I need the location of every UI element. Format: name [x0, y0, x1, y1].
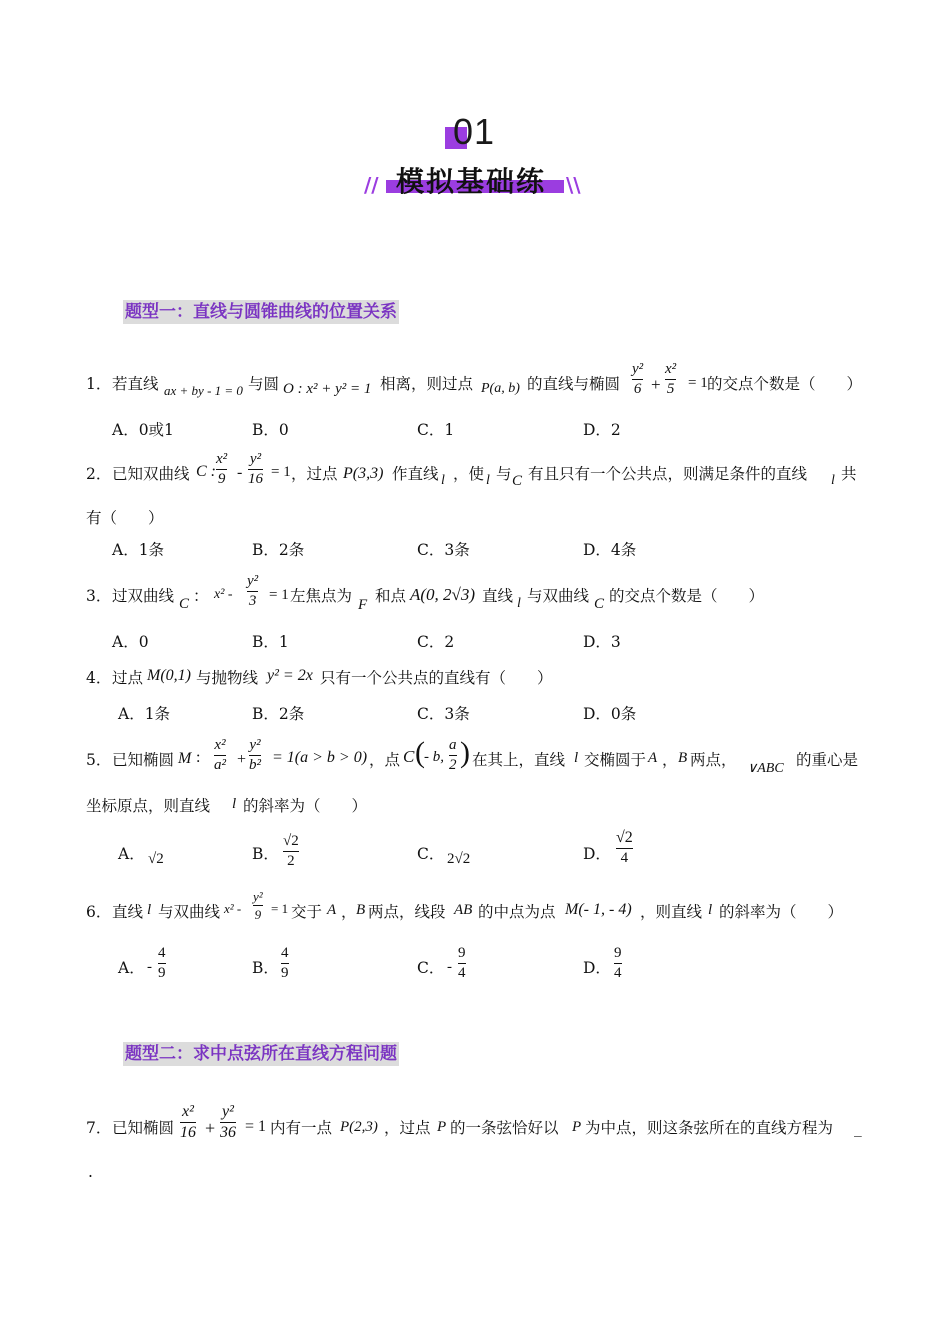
q6-fraction: [253, 890, 263, 921]
q2-text-7: 共: [841, 465, 857, 483]
q3-fraction: [247, 574, 258, 609]
q3-focus-f: F: [358, 597, 368, 613]
q3-text-3: 左焦点为: [290, 587, 353, 605]
q5-text-8: 坐标原点，则直线: [86, 797, 211, 815]
q6-option-a-value: [158, 946, 166, 981]
q5-triangle-abc: ∨ABC: [747, 761, 784, 776]
q2-number: 2．: [86, 465, 112, 483]
q2-fraction-2: [248, 452, 263, 487]
q2-text-5: 与: [496, 465, 512, 483]
banner-title: 模拟基础练: [396, 165, 547, 198]
q3-line-l: l: [517, 596, 521, 611]
q3-text-1: 过双曲线: [112, 587, 175, 605]
q1-number: 1．: [86, 375, 112, 393]
q7-fraction-2: [220, 1104, 236, 1141]
q5-option-c-value: 2√2: [447, 851, 471, 867]
q2-option-c: C．3条: [417, 541, 470, 559]
q2-frac2-num: y²: [249, 451, 262, 467]
q6-option-c-value: [458, 946, 466, 981]
q3-option-b: B．1: [252, 633, 289, 651]
q4-point-m: M(0,1): [147, 667, 191, 684]
q6-text-7: ，则直线: [640, 903, 703, 921]
q2-text-2: ，过点: [291, 465, 338, 483]
q5-frac2-num: y²: [249, 737, 261, 753]
q5-coord-x: - b,: [424, 749, 444, 765]
q6-text-3: 交于: [291, 903, 323, 921]
q6-optc-num: 9: [458, 945, 466, 961]
q5-left-paren: (: [415, 736, 425, 769]
q5-point-b: B: [678, 750, 688, 766]
q3-text-5: 直线: [482, 587, 514, 605]
q7-text-2: 内有一点: [270, 1119, 333, 1137]
q6-text-8: 的斜率为（ ）: [719, 903, 844, 921]
q4-number: 4．: [86, 669, 112, 687]
q6-point-b: B: [356, 902, 366, 918]
q2-line-l-3: l: [831, 473, 835, 488]
q5-text-1: 已知椭圆: [112, 751, 175, 769]
q6-text-6: 的中点为点: [478, 903, 556, 921]
q1-frac1-num: y²: [632, 361, 644, 377]
q5-fraction-1: [214, 738, 226, 773]
q6-option-a-sign: -: [147, 959, 152, 975]
q6-point-a: A: [327, 902, 337, 918]
q2-frac1-num: x²: [216, 451, 228, 467]
q3-point-a: A(0, 2√3): [410, 585, 476, 604]
q6-option-c-sign: -: [447, 959, 452, 975]
q5-option-a: A．: [118, 845, 145, 863]
q6-x-squared-minus: x² -: [224, 901, 242, 916]
q5-frac1-num: x²: [214, 737, 226, 753]
q5-right-paren: ): [460, 736, 470, 769]
q6-opta-num: 4: [158, 945, 166, 961]
q2-line-l-2: l: [486, 473, 490, 488]
q6-segment-ab: AB: [454, 902, 473, 918]
q6-text-1: 直线: [112, 903, 144, 921]
q5-line-l-2: l: [232, 796, 237, 812]
q6-option-d-value: [614, 946, 622, 981]
q5-fraction-3: [449, 738, 457, 773]
q5-text-5: ，: [662, 751, 678, 769]
q1-frac1-den: 6: [633, 381, 642, 397]
q5-number: 5．: [86, 751, 112, 769]
q1-text-5: 的交点个数是（ ）: [707, 375, 863, 393]
q1-point-p: P(a, b): [481, 381, 520, 396]
q1-text-3: 相离，则过点: [380, 375, 474, 393]
banner-number: 01: [453, 111, 496, 152]
q7-text-4: 的一条弦恰好以: [450, 1119, 559, 1137]
q3-text-6: 与双曲线: [527, 587, 590, 605]
q5-text-9: 的斜率为（ ）: [243, 797, 368, 815]
q3-curve-c-2: C: [594, 596, 605, 612]
q2-text-8: 有（ ）: [86, 509, 164, 527]
q6-option-b-value: [281, 946, 289, 981]
q4-text-3: 只有一个公共点的直线有（ ）: [320, 669, 553, 687]
q4-text-1: 过点: [112, 669, 144, 687]
q5-optb-num: √2: [283, 833, 299, 849]
q3-option-c: C．2: [417, 633, 455, 651]
q3-text-7: 的交点个数是（ ）: [609, 587, 765, 605]
q2-fraction-1: [216, 452, 227, 487]
q2-curve-label: C :: [196, 463, 216, 480]
q5-colon: :: [196, 749, 201, 766]
q6-option-c: C．: [417, 959, 445, 977]
q1-option-a: A．0或1: [112, 421, 174, 439]
q7-text-5: 为中点，则这条弦所在的直线方程为: [585, 1119, 834, 1137]
q4-option-a: A．1条: [118, 705, 171, 723]
q1-text-4: 的直线与椭圆: [527, 375, 621, 393]
q6-optd-den: 4: [614, 965, 622, 981]
q6-option-a: A．: [118, 959, 145, 977]
q6-line-l-2: l: [708, 902, 713, 918]
q6-text-4: ，: [341, 903, 357, 921]
q1-text-1: 若直线: [112, 375, 159, 393]
q7-point-p-3: P: [572, 1119, 582, 1135]
q2-option-b: B．2条: [252, 541, 305, 559]
q7-text-1: 已知椭圆: [112, 1119, 175, 1137]
q1-option-b: B．0: [252, 421, 289, 439]
q7-fraction-1: [180, 1104, 196, 1141]
q5-option-a-value: √2: [148, 851, 164, 867]
q1-equals-one: = 1: [688, 375, 708, 391]
section-title-1: 题型一：直线与圆锥曲线的位置关系: [125, 302, 397, 322]
q7-plus: +: [205, 1118, 216, 1138]
q7-frac1-den: 16: [180, 1124, 196, 1141]
q7-point-p: P(2,3): [340, 1119, 378, 1135]
q3-equals-one: = 1: [269, 587, 289, 603]
q5-text-2: ，点: [369, 751, 401, 769]
q7-frac2-den: 36: [220, 1124, 236, 1141]
q3-frac-den: 3: [248, 593, 257, 609]
q5-text-4: 交椭圆于: [584, 751, 647, 769]
q2-frac2-den: 16: [248, 471, 263, 487]
q2-text-3: 作直线: [392, 465, 439, 483]
section-title-2: 题型二：求中点弦所在直线方程问题: [125, 1044, 397, 1064]
q7-answer-blank[interactable]: _: [854, 1119, 862, 1137]
q6-frac-den: 9: [254, 907, 262, 922]
q4-option-d: D．0条: [583, 705, 637, 723]
q6-number: 6．: [86, 903, 112, 921]
q1-frac2-num: x²: [665, 361, 677, 377]
q5-line-l: l: [574, 750, 579, 766]
q5-option-b-value: [283, 834, 299, 869]
q2-equals-one: = 1: [271, 464, 291, 480]
q7-text-3: ，过点: [384, 1119, 431, 1137]
q1-fraction-1: [632, 362, 643, 397]
q4-parabola: y² = 2x: [267, 667, 313, 684]
q7-point-p-2: P: [437, 1119, 447, 1135]
q7-end-dot: .: [88, 1163, 93, 1181]
q6-line-l: l: [147, 902, 152, 918]
q6-optb-den: 9: [281, 965, 289, 981]
q6-opta-den: 9: [158, 965, 166, 981]
q5-point-a: A: [648, 750, 658, 766]
q1-circle-equation: O : x² + y² = 1: [283, 381, 372, 397]
q3-option-a: A．0: [112, 633, 149, 651]
q2-line-l-1: l: [441, 473, 445, 488]
q3-curve-c: C: [179, 596, 190, 612]
q3-text-4: 和点: [375, 587, 407, 605]
q5-point-c: C: [403, 747, 415, 766]
q4-text-2: 与抛物线: [196, 669, 259, 687]
q1-option-c: C．1: [417, 421, 455, 439]
q3-x-squared-minus: x² -: [214, 587, 233, 602]
q5-frac2-den: b²: [249, 757, 261, 773]
q2-frac1-den: 9: [217, 471, 226, 487]
q5-option-d: D．: [583, 845, 611, 863]
q5-frac3-num: a: [449, 737, 457, 753]
q5-plus: +: [237, 751, 247, 768]
q1-plus: +: [651, 375, 661, 394]
q5-option-c: C．: [417, 845, 445, 863]
q7-number: 7．: [86, 1119, 112, 1137]
q2-option-d: D．4条: [583, 541, 637, 559]
q4-option-c: C．3条: [417, 705, 470, 723]
q6-text-2: 与双曲线: [158, 903, 221, 921]
q2-text-4: ，使: [453, 465, 485, 483]
q3-text-2: ：: [193, 587, 209, 605]
q1-text-2: 与圆: [248, 375, 280, 393]
q1-frac2-den: 5: [666, 381, 675, 397]
q5-optb-den: 2: [287, 853, 295, 869]
q1-option-d: D．2: [583, 421, 621, 439]
q6-text-5: 两点，线段: [368, 903, 446, 921]
q3-frac-num: y²: [247, 573, 259, 589]
q3-option-d: D．3: [583, 633, 621, 651]
q5-text-6: 两点，: [690, 751, 737, 769]
q6-midpoint-m: M(- 1, - 4): [565, 901, 632, 918]
q5-ellipse-m: M: [178, 750, 192, 767]
q2-curve-c: C: [512, 473, 523, 489]
q2-text-6: 有且只有一个公共点，则满足条件的直线: [528, 465, 808, 483]
q2-option-a: A．1条: [112, 541, 165, 559]
banner-right-mark: \\: [566, 173, 581, 197]
q5-optd-num: √2: [616, 829, 633, 846]
q5-equation-condition: = 1(a > b > 0): [272, 749, 368, 766]
q7-equals-one: = 1: [245, 1118, 267, 1135]
q7-frac1-num: x²: [182, 1103, 194, 1120]
q3-number: 3．: [86, 587, 112, 605]
q5-text-3: 在其上，直线: [472, 751, 566, 769]
q5-optd-den: 4: [620, 850, 629, 866]
q5-option-d-value: [616, 830, 633, 866]
q6-equals-one: = 1: [271, 901, 289, 916]
q5-fraction-2: [249, 738, 261, 773]
q6-optc-den: 4: [458, 965, 466, 981]
banner-left-mark: //: [364, 173, 379, 197]
q2-text-1: 已知双曲线: [112, 465, 190, 483]
q1-fraction-2: [665, 362, 676, 397]
q5-frac3-den: 2: [449, 757, 457, 773]
q7-frac2-num: y²: [222, 1103, 234, 1120]
q6-optd-num: 9: [614, 945, 622, 961]
q2-minus: -: [237, 464, 243, 481]
q6-optb-num: 4: [281, 945, 289, 961]
q4-option-b: B．2条: [252, 705, 305, 723]
q6-option-d: D．: [583, 959, 611, 977]
q5-frac1-den: a²: [214, 757, 226, 773]
q5-option-b: B．: [252, 845, 279, 863]
q6-frac-num: y²: [253, 889, 263, 904]
q1-line-equation: ax + by - 1 = 0: [164, 383, 243, 398]
q2-point-p: P(3,3): [343, 465, 384, 482]
q5-text-7: 的重心是: [796, 751, 859, 769]
q6-option-b: B．: [252, 959, 279, 977]
